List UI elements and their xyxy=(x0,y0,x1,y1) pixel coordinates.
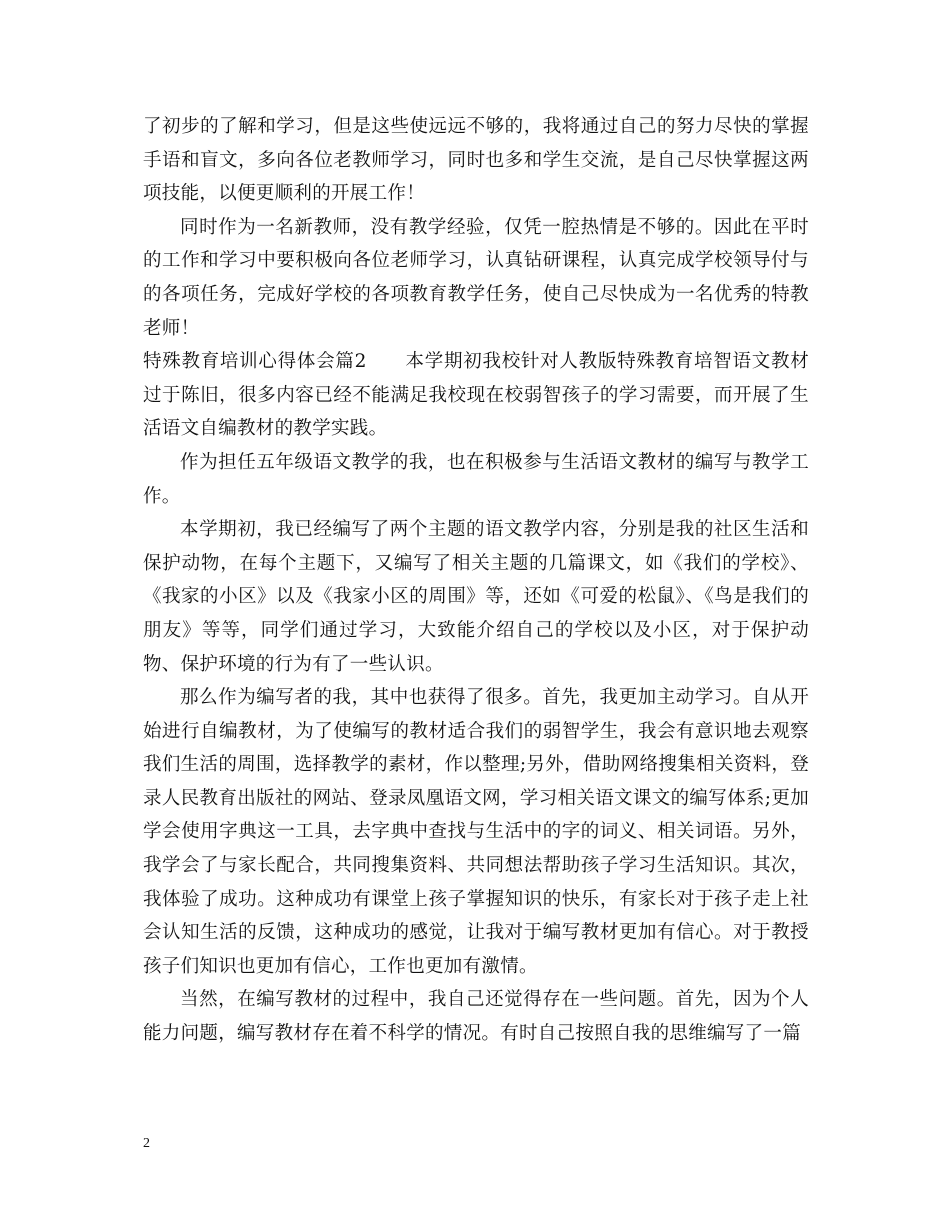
paragraph: 当然，在编写教材的过程中，我自己还觉得存在一些问题。首先，因为个人能力问题，编写教材存在着不科学的情况。有时自己按照自我的思维编写了一篇 xyxy=(143,989,809,1045)
paragraph: 本学期初，我已经编写了两个主题的语文教学内容，分别是我的社区生活和保护动物，在每个主题下，又编写了相关主题的几篇课文，如《我们的学校》、《我家的小区》以及《我家小区的周围》等，还如《可爱的松鼠》、《鸟是我们的朋友》等等，同学们通过学习，大致能介绍自己的学校以及小区，对于保护动物、保护环境的行为有了一些认识。 xyxy=(143,519,809,675)
paragraph: 那么作为编写者的我，其中也获得了很多。首先，我更加主动学习。自从开始进行自编教材，为了使编写的教材适合我们的弱智学生，我会有意识地去观察我们生活的周围，选择教学的素材，作以整理;另外，借助网络搜集相关资料，登录人民教育出版社的网站、登录凤凰语文网，学习相关语文课文的编写体系;更加学会使用字典这一工具，去字典中查找与生活中的字的词义、相关词语。另外，我学会了与家长配合，共同搜集资料、共同想法帮助孩子学习生活知识。其次，我体验了成功。这种成功有课堂上孩子掌握知识的快乐，有家长对于孩子走上社会认知生活的反馈，这种成功的感觉，让我对于编写教材更加有信心。对于教授孩子们知识也更加有信心，工作也更加有激情。 xyxy=(143,687,809,977)
page-number: 2 xyxy=(143,1136,150,1151)
paragraph: 了初步的了解和学习，但是这些使远远不够的，我将通过自己的努力尽快的掌握手语和盲文，多向各位老教师学习，同时也多和学生交流，是自己尽快掌握这两项技能，以便更顺利的开展工作！ xyxy=(143,116,809,205)
page-body xyxy=(143,110,809,1051)
paragraph: 作为担任五年级语文教学的我，也在积极参与生活语文教材的编写与教学工作。 xyxy=(143,451,809,507)
paragraph-section-heading: 特殊教育培训心得体会篇2 本学期初我校针对人教版特殊教育培智语文教材过于陈旧，很多内容已经不能满足我校现在校弱智孩子的学习需要，而开展了生活语文自编教材的教学实践。 xyxy=(143,351,809,440)
paragraph: 同时作为一名新教师，没有教学经验，仅凭一腔热情是不够的。因此在平时的工作和学习中要积极向各位老师学习，认真钻研课程，认真完成学校领导付与的各项任务，完成好学校的各项教育教学任务，使自己尽快成为一名优秀的特教老师！ xyxy=(143,216,809,339)
